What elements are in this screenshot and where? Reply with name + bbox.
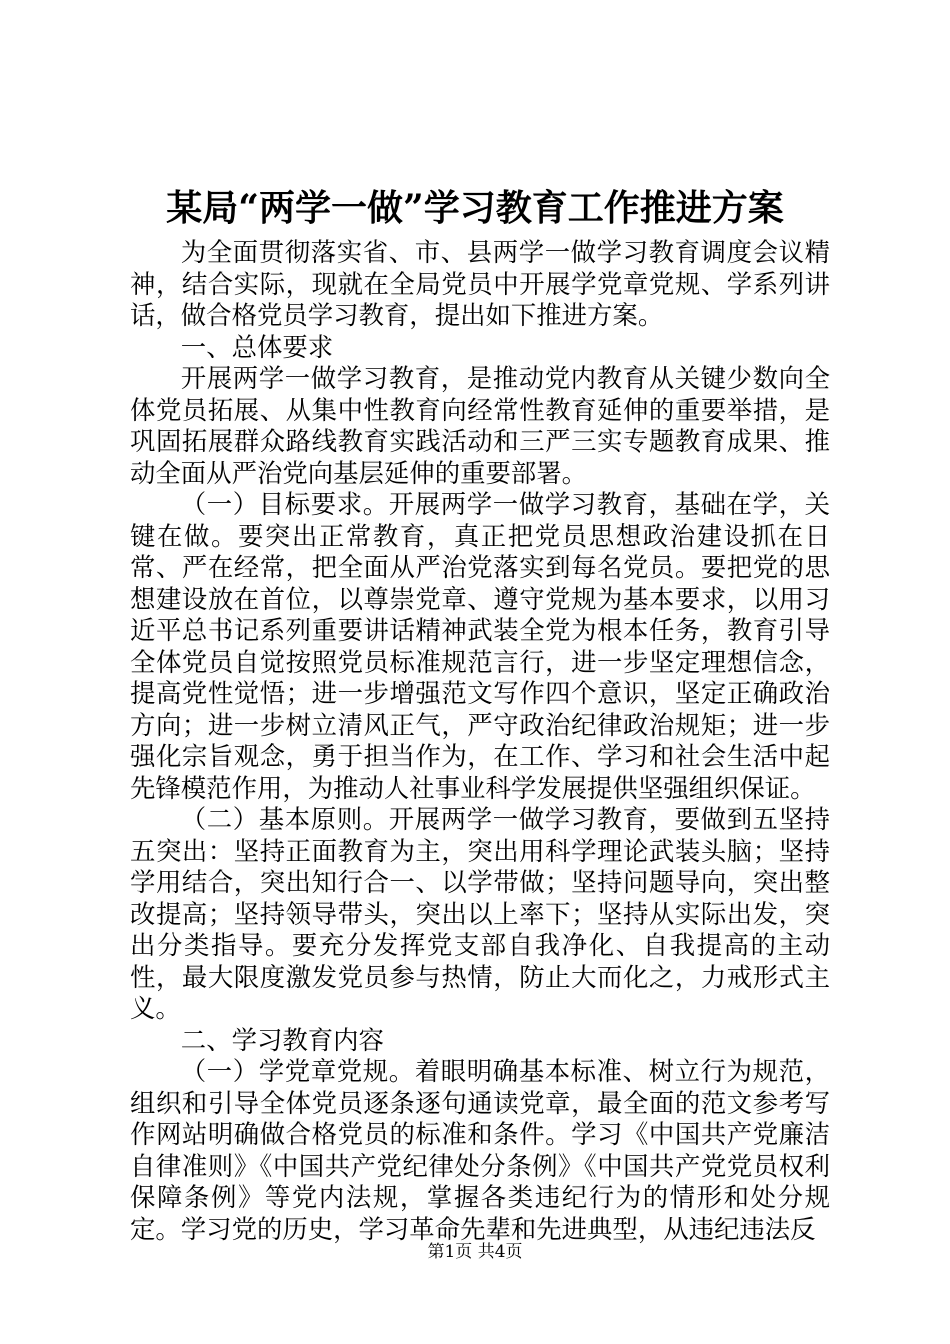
section-heading-overall-requirements: 一、总体要求 (180, 331, 334, 362)
body-paragraph: （一）目标要求。开展两学一做学习教育，基础在学，关键在做。要突出正常教育，真正把党员思想政治建设抓在日常、严在经常，把全面从严治党落实到每名党员。要把党的思想建设放在首位，以尊崇党章、遵守党规为基本要求，以用习近平总书记系列重要讲话精神武装全党为根本任务，教育引导全体党员自觉按照党员标准规范言行，进一步坚定理想信念，提高党性觉悟；进一步增强范文写作四个意识，坚定正确政治方向；进一步树立清风正气，严守政治纪律政治规矩；进一步强化宗旨观念，勇于担当作为，在工作、学习和社会生活中起先锋模范作用，为推动人社事业科学发展提供坚强组织保证。 (130, 489, 830, 803)
document-body (130, 237, 830, 1245)
document-title: 某局“两学一做”学习教育工作推进方案 (166, 187, 784, 229)
body-paragraph: （二）基本原则。开展两学一做学习教育，要做到五坚持五突出：坚持正面教育为主，突出用科学理论武装头脑；坚持学用结合，突出知行合一、以学带做；坚持问题导向，突出整改提高；坚持领导带头，突出以上率下；坚持从实际出发，突出分类指导。要充分发挥党支部自我净化、自我提高的主动性，最大限度激发党员参与热情，防止大而化之，力戒形式主义。 (130, 804, 830, 1023)
section-heading-study-content: 二、学习教育内容 (180, 1024, 384, 1055)
intro-paragraph: 为全面贯彻落实省、市、县两学一做学习教育调度会议精神，结合实际，现就在全局党员中开展学党章党规、学系列讲话，做合格党员学习教育，提出如下推进方案。 (130, 237, 830, 330)
body-paragraph: 开展两学一做学习教育，是推动党内教育从关键少数向全体党员拓展、从集中性教育向经常性教育延伸的重要举措，是巩固拓展群众路线教育实践活动和三严三实专题教育成果、推动全面从严治党向基层延伸的重要部署。 (130, 363, 830, 488)
page-footer: 第1页 共4页 (427, 1242, 523, 1262)
body-paragraph: （一）学党章党规。着眼明确基本标准、树立行为规范，组织和引导全体党员逐条逐句通读党章，最全面的范文参考写作网站明确做合格党员的标准和条件。学习《中国共产党廉洁自律准则》《中国共产党纪律处分条例》《中国共产党党员权利保障条例》等党内法规，掌握各类违纪行为的情形和处分规定。学习党的历史，学习革命先辈和先进典型，从违纪违法反 (130, 1056, 830, 1244)
